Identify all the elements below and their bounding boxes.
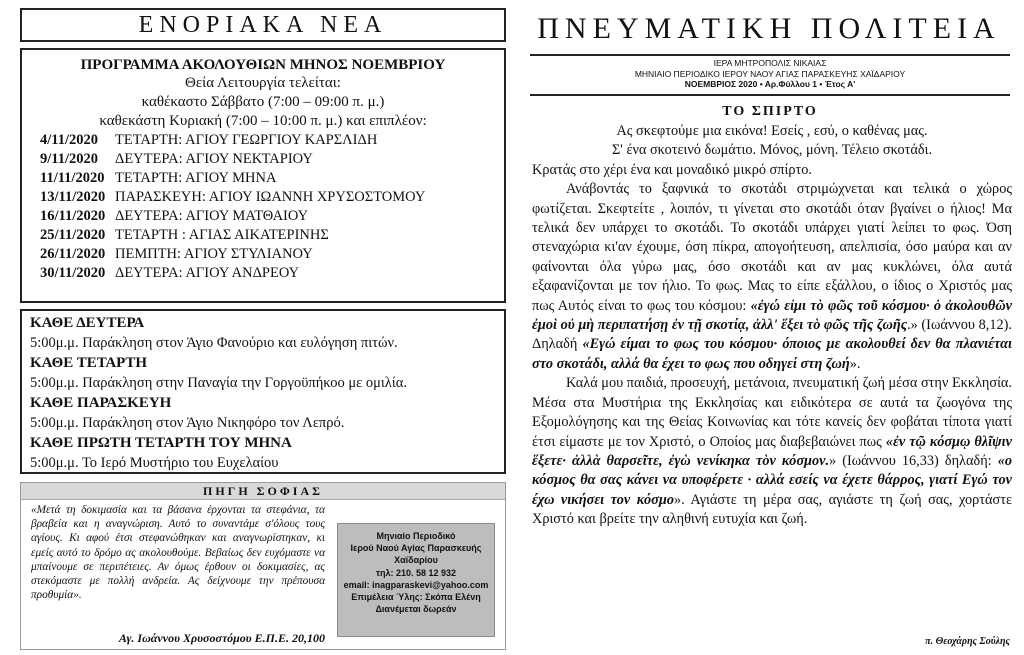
schedule-feast: ΠΑΡΑΣΚΕΥΗ: ΑΓΙΟΥ ΙΩΑΝΝΗ ΧΡΥΣΟΣΤΟΜΟΥ [115,189,426,205]
masthead-subtitle [530,58,1010,90]
wisdom-quote: «Μετά τη δοκιμασία και τα βάσανα έρχονται τα στεφάνια, τα βραβεία και η αναγνώριση. Αυτό το συναντάμε σ'όλους τους αγίους. Κι αφού έτσι στεφανώθηκαν και αναγνωρίστηκαν, κι εμείς αυτό το δρόμο ας ακολουθούμε. Βεβαίως δεν ευχόμαστε να μπαίνουμε σε περιπέτειες. Αν όμως έρθουν οι δοκιμασίες, ας στεκόμαστε με πολλή ανδρεία. Ας δείχνουμε την πρέπουσα προθυμία». [31,504,325,602]
services-schedule-box [20,48,506,303]
weekly-text: 5:00μ.μ. Παράκληση στον Άγιο Φανούριο και ευλόγηση πιτών. [30,335,398,351]
schedule-row [32,226,494,245]
masthead-divider [530,54,1010,56]
info-editor: Επιμέλεια Ύλης: Σκόπα Ελένη [351,592,481,603]
weekly-heading: ΚΑΘΕ ΔΕΥΤΕΡΑ [30,315,145,331]
schedule-date: 11/11/2020 [40,170,105,186]
info-distribution: Διανέμεται δωρεάν [375,604,457,615]
article-text: » (Ιωάννου 16,33) δηλαδή: [829,452,998,469]
article-paragraph: Κρατάς στο χέρι ένα και μοναδικό μικρό σπίρτο. [532,161,812,178]
scripture-quote: «ἐγώ εἰμι τὸ φῶς τοῦ κόσμου· ὁ ἀκολουθῶν ἐμοὶ οὐ μὴ περιπατήσῃ ἐν τῇ σκοτίᾳ, ἀλλ' ἕξει τὸ φῶς τῆς ζωῆς [532,297,1012,334]
weekly-heading: ΚΑΘΕ ΠΡΩΤΗ ΤΕΤΑΡΤΗ ΤΟΥ ΜΗΝΑ [30,435,292,451]
schedule-saturday-line: καθέκαστο Σάββατο (7:00 – 09:00 π. μ.) [141,94,385,110]
info-email: email: inagparaskevi@yahoo.com [343,579,489,590]
schedule-title: ΠΡΟΓΡΑΜΜΑ ΑΚΟΛΟΥΘΙΩΝ ΜΗΝΟΣ ΝΟΕΜΒΡΙΟΥ [80,57,446,73]
scripture-translation: «Εγώ είμαι το φως του κόσμου· όποιος με ακολουθεί δεν θα πλανιέται στο σκοτάδι, αλλά θα έχει το φως που οδηγεί στη ζωή [532,336,1012,372]
schedule-row [32,245,494,264]
schedule-feast: ΤΕΤΑΡΤΗ: ΑΓΙΟΥ ΜΗΝΑ [115,170,277,186]
schedule-feast: ΠΕΜΠΤΗ: ΑΓΙΟΥ ΣΤΥΛΙΑΝΟΥ [115,246,313,262]
parish-news-header [20,8,506,42]
publication-info-box [337,523,495,637]
article-text: Καλά μου παιδιά, προσευχή, μετάνοια, πνευματική ζωή μέσα στην Εκκλησία. Μέσα στα Μυστήρια της Εκκλησίας και ειδικότερα σε αυτά τα ζωογόνα της Εξομολόγησης και της Θείας Κοινωνίας και τότε κανείς δεν φοβάται τίποτα γιατί έτσι είμαστε με τον Χριστό, ο Οποίος μας διαβεβαιώνει πως [532,375,1012,450]
schedule-row [32,169,494,188]
weekly-text: 5:00μ.μ. Παράκληση στον Άγιο Νικηφόρο τον Λεπρό. [30,415,345,431]
weekly-text: 5:00μ.μ. Παράκληση στην Παναγία την Γοργοϋπήκοο με ομιλία. [30,375,407,391]
schedule-date: 9/11/2020 [40,151,99,167]
source-of-wisdom-box [20,482,506,650]
issue-line: ΝΟΕΜΒΡΙΟΣ 2020 • Αρ.Φύλλου 1 • Έτος Α' [684,79,856,89]
schedule-row [32,264,494,283]
wisdom-author: Αγ. Ιωάννου Χρυσοστόμου Ε.Π.Ε. 20,100 [118,631,325,645]
article-body [532,122,1012,530]
article-paragraph [532,374,1012,529]
schedule-date: 30/11/2020 [40,265,106,281]
scripture-translation: «ο κόσμος θα σας κάνει να υποφέρετε · αλλά εσείς να έχετε θάρρος, γιατί Εγώ τον έχω νικήσει τον κόσμο [532,452,1012,508]
weekly-heading: ΚΑΘΕ ΠΑΡΑΣΚΕΥΗ [30,395,172,411]
schedule-feast: ΤΕΤΑΡΤΗ : ΑΓΙΑΣ ΑΙΚΑΤΕΡΙΝΗΣ [115,227,329,243]
schedule-feast: ΔΕΥΤΕΡΑ: ΑΓΙΟΥ ΑΝΔΡΕΟΥ [115,265,300,281]
schedule-date: 16/11/2020 [40,208,106,224]
schedule-date: 4/11/2020 [40,132,99,148]
schedule-sunday-line: καθεκάστη Κυριακή (7:00 – 10:00 π. μ.) και επιπλέον: [99,113,427,129]
scripture-quote: «ἐν τῷ κόσμῳ θλῖψιν ἕξετε· ἀλλὰ θαρσεῖτε, ἐγὼ νενίκηκα τὸν κόσμον. [532,433,1012,469]
article-signature: π. Θεοχάρης Σούλης [925,636,1010,647]
article-text: .» (Ιωάννου 8,12). Δηλαδή [532,317,1012,353]
publication-title: ΠΝΕΥΜΑΤΙΚΗ ΠΟΛΙΤΕΙΑ [537,12,1001,45]
weekly-heading: ΚΑΘΕ ΤΕΤΑΡΤΗ [30,355,148,371]
schedule-row [32,131,494,150]
metropolis-line: ΙΕΡΑ ΜΗΤΡΟΠΟΛΙΣ ΝΙΚΑΙΑΣ [713,58,827,68]
schedule-row [32,207,494,226]
schedule-date: 25/11/2020 [40,227,106,243]
info-line: Ιερού Ναού Αγίας Παρασκευής [350,543,482,554]
wisdom-title: ΠΗΓΗ ΣΟΦΙΑΣ [21,483,505,500]
schedule-row [32,150,494,169]
article-paragraph [532,180,1012,374]
article-title: ΤΟ ΣΠΙΡΤΟ [722,104,818,119]
schedule-date: 26/11/2020 [40,246,106,262]
weekly-services-box [20,309,506,474]
masthead-divider-bottom [530,94,1010,96]
info-phone: τηλ: 210. 58 12 932 [375,567,457,578]
article-text: Ανάβοντάς το ξαφνικά το σκοτάδι στριμώχνεται και τελικά ο χώρος φωτίζεται. Σκεφτείτε , λοιπόν, τι γίνεται στο σκοτάδι όταν βγαίνει ο ήλιος! Μα τελικά δεν υπάρχει το σκοτάδι. Το σκοτάδι υπάρχει γιατί λείπει το φως. Όση στεναχώρια κι'αν έχουμε, όση πίκρα, απογοήτευση, απελπισία, όσο μαύρα και αν φαίνονται όλα γύρω μας, όσο σκοτάδι και αν μας κυκλώνει, όλα αυτά εξαφανίζονται με τον ήλιο. Το φως. Μας το είπε εξάλλου, ο ίδιος ο Χριστός μας πως Αυτός είναι το φως του κόσμου: [532,181,1012,314]
info-line: Χαϊδαρίου [394,555,438,566]
weekly-text: 5:00μ.μ. Το Ιερό Μυστήριο του Ευχελαίου [30,455,279,471]
schedule-feast: ΤΕΤΑΡΤΗ: ΑΓΙΟΥ ΓΕΩΡΓΙΟΥ ΚΑΡΣΛΙΔΗ [115,132,378,148]
article-text: ». [849,355,861,372]
parish-news-title: ΕΝΟΡΙΑΚΑ ΝΕΑ [138,12,388,38]
article-paragraph: Ας σκεφτούμε μια εικόνα! Εσείς , εσύ, ο καθένας μας. [616,123,928,139]
periodical-line: ΜΗΝΙΑΙΟ ΠΕΡΙΟΔΙΚΟ ΙΕΡΟΥ ΝΑΟΥ ΑΓΙΑΣ ΠΑΡΑΣΚΕΥΗΣ ΧΑΪΔΑΡΙΟΥ [634,68,906,79]
schedule-feast: ΔΕΥΤΕΡΑ: ΑΓΙΟΥ ΝΕΚΤΑΡΙΟΥ [115,151,313,167]
schedule-feast: ΔΕΥΤΕΡΑ: ΑΓΙΟΥ ΜΑΤΘΑΙΟΥ [115,208,309,224]
schedule-intro-line: Θεία Λειτουργία τελείται: [185,75,341,91]
article-text: ». Αγιάστε τη μέρα σας, αγιάστε τη ζωή σας, χορτάστε Χριστό και βρείτε την αληθινή ευτυχία και ζωή. [532,491,1012,528]
article-paragraph: Σ' ένα σκοτεινό δωμάτιο. Μόνος, μόνη. Τέλειο σκοτάδι. [611,142,933,159]
schedule-date: 13/11/2020 [40,189,106,205]
schedule-row [32,188,494,207]
info-line: Μηνιαίο Περιοδικό [376,531,456,541]
